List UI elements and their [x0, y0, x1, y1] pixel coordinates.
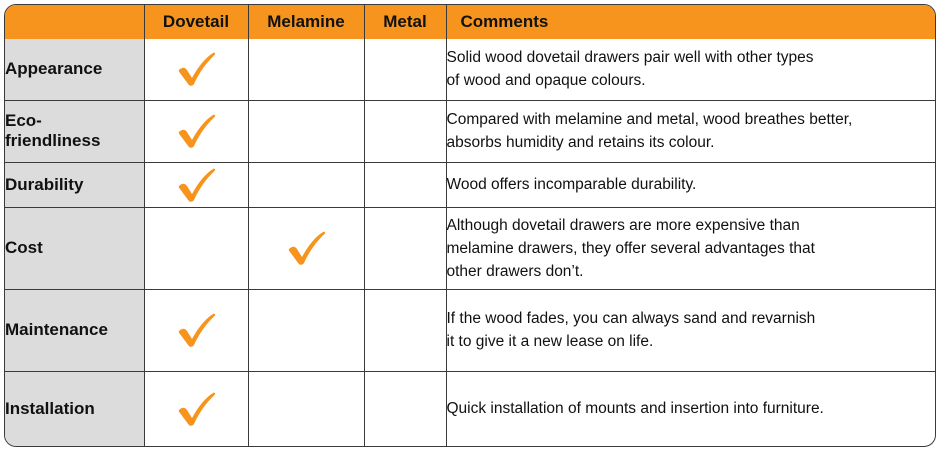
header-corner: [5, 5, 144, 39]
row-label-cell: [5, 207, 144, 289]
drawer-comparison-table: [5, 5, 935, 446]
row-comment: Quick installation of mounts and insertion into furniture.: [446, 400, 824, 418]
table-row: [5, 371, 935, 446]
metal-cell: [364, 207, 446, 289]
row-label: Cost: [5, 238, 43, 257]
melamine-cell: [248, 289, 364, 371]
dovetail-cell: [144, 207, 248, 289]
checkmark-icon: [176, 312, 216, 348]
table-row: [5, 100, 935, 162]
comment-cell: [446, 289, 935, 371]
metal-cell: [364, 162, 446, 207]
melamine-cell: [248, 371, 364, 446]
checkmark-icon: [176, 51, 216, 87]
row-comment: Although dovetail drawers are more expensive than melamine drawers, they offer several advantages that other drawers don’t.: [446, 216, 815, 280]
checkmark-icon: [176, 167, 216, 203]
row-comment: If the wood fades, you can always sand and revarnish it to give it a new lease on life.: [446, 310, 816, 350]
comment-cell: [446, 207, 935, 289]
metal-cell: [364, 100, 446, 162]
row-comment: Compared with melamine and metal, wood breathes better, absorbs humidity and retains its colour.: [446, 111, 853, 151]
comparison-table-frame: [4, 4, 936, 447]
dovetail-cell: [144, 289, 248, 371]
dovetail-cell: [144, 100, 248, 162]
row-label-cell: [5, 162, 144, 207]
table-row: [5, 207, 935, 289]
melamine-cell: [248, 100, 364, 162]
comment-cell: [446, 100, 935, 162]
dovetail-cell: [144, 371, 248, 446]
row-label: Durability: [5, 174, 84, 194]
metal-cell: [364, 39, 446, 100]
metal-cell: [364, 371, 446, 446]
checkmark-icon: [286, 230, 326, 266]
row-comment: Wood offers incomparable durability.: [446, 176, 697, 193]
melamine-cell: [248, 162, 364, 207]
header-comments: Comments: [446, 5, 935, 39]
row-comment: Solid wood dovetail drawers pair well with other types of wood and opaque colours.: [446, 49, 814, 90]
header-row: [5, 5, 935, 39]
comment-cell: [446, 39, 935, 100]
dovetail-cell: [144, 39, 248, 100]
row-label: Eco- friendliness: [5, 111, 101, 150]
comment-cell: [446, 162, 935, 207]
table-row: [5, 162, 935, 207]
melamine-cell: [248, 39, 364, 100]
table-row: [5, 289, 935, 371]
header-dovetail: Dovetail: [144, 5, 248, 39]
metal-cell: [364, 289, 446, 371]
table-row: [5, 39, 935, 100]
row-label: Appearance: [5, 59, 103, 79]
comment-cell: [446, 371, 935, 446]
header-melamine: Melamine: [248, 5, 364, 39]
row-label-cell: [5, 100, 144, 162]
row-label-cell: [5, 39, 144, 100]
row-label: Maintenance: [5, 320, 108, 339]
row-label: Installation: [5, 398, 95, 418]
row-label-cell: [5, 289, 144, 371]
melamine-cell: [248, 207, 364, 289]
row-label-cell: [5, 371, 144, 446]
checkmark-icon: [176, 113, 216, 149]
header-metal: Metal: [364, 5, 446, 39]
dovetail-cell: [144, 162, 248, 207]
checkmark-icon: [176, 391, 216, 427]
